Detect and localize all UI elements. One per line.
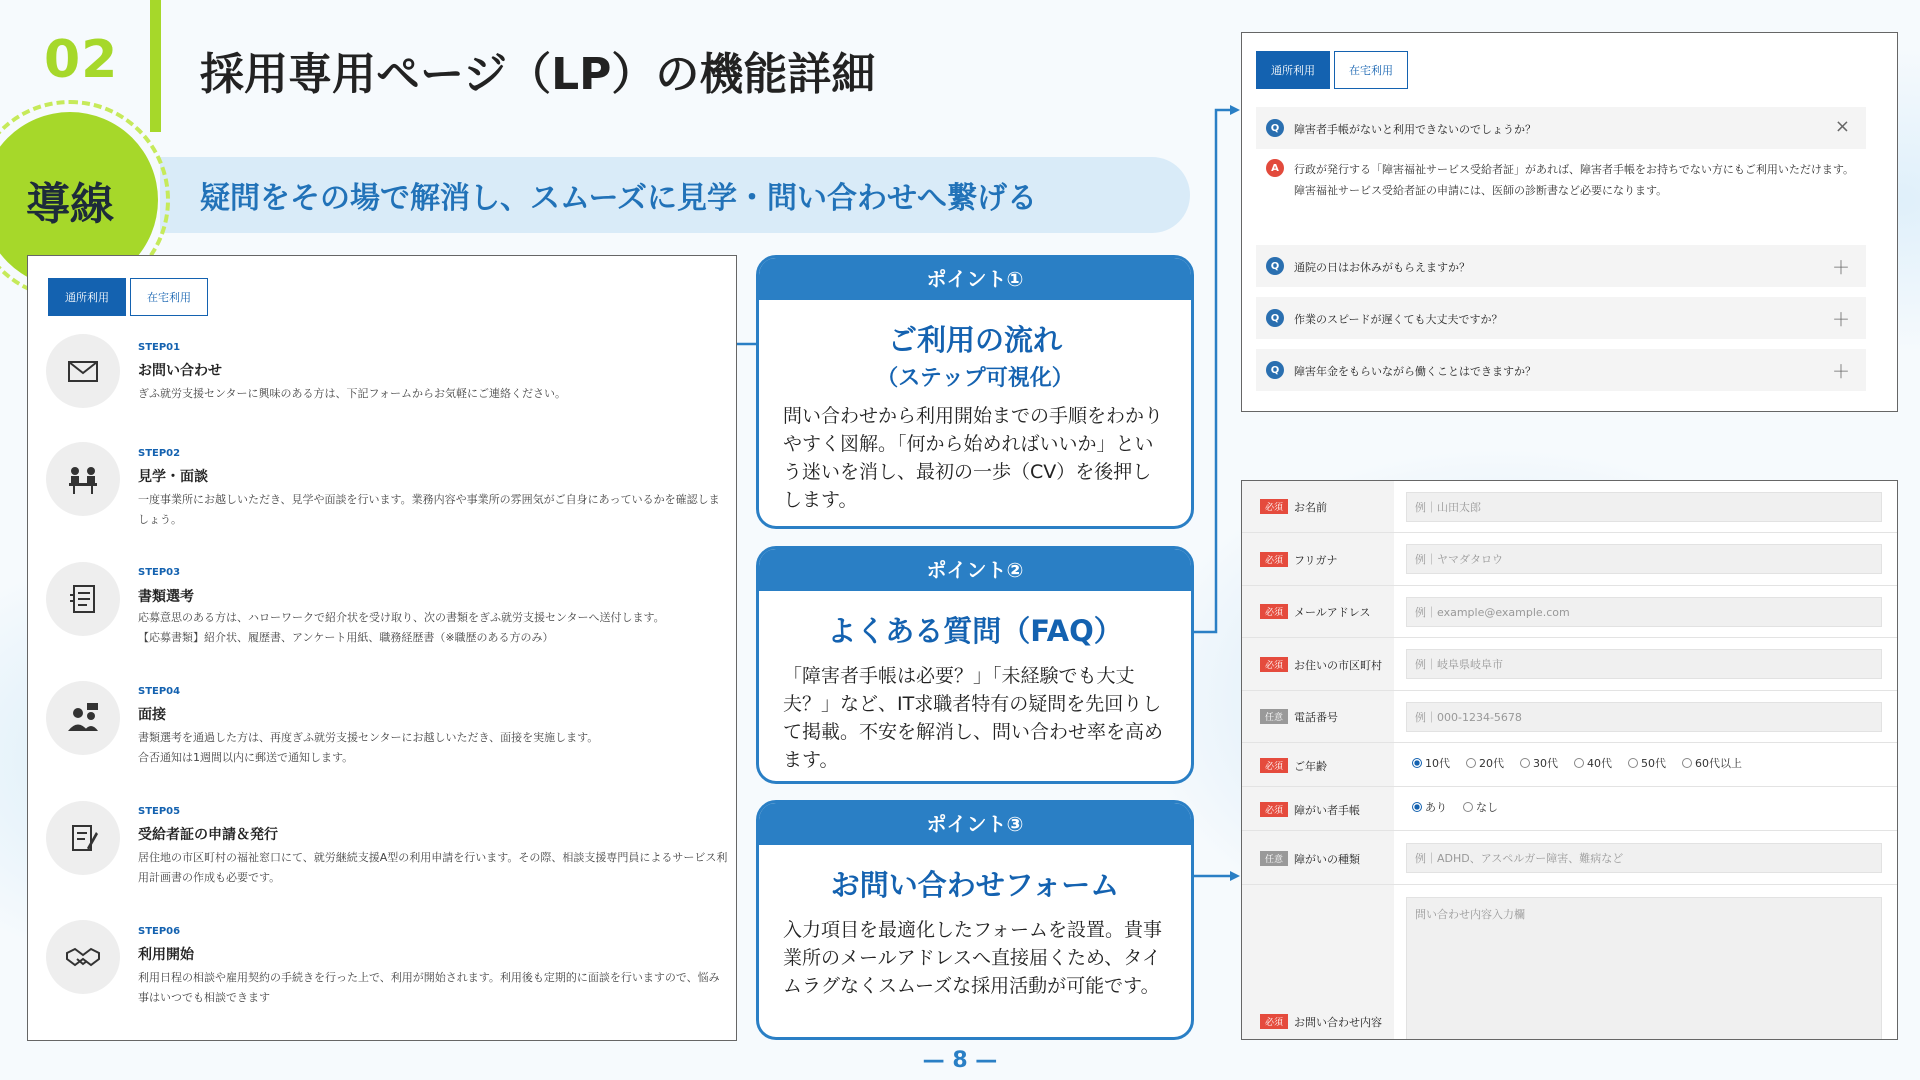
field-label: 障がいの種類	[1294, 853, 1360, 866]
form-row-card	[1242, 787, 1898, 831]
step-title: 見学・面談	[138, 469, 208, 485]
page-number: 02	[44, 30, 119, 90]
point-label: ポイント③	[759, 803, 1191, 845]
phone-field[interactable]: 例｜000-1234-5678	[1406, 702, 1882, 732]
optional-badge: 任意	[1260, 709, 1288, 724]
step-title: 書類選考	[138, 589, 194, 605]
furigana-field[interactable]: 例｜ヤマダタロウ	[1406, 544, 1882, 574]
radio-icon	[1628, 758, 1638, 768]
step-description: ぎふ就労支援センターに興味のある方は、下記フォームからお気軽にご連絡ください。	[138, 387, 567, 400]
plus-icon[interactable]: ＋	[1832, 310, 1850, 331]
card-option[interactable]: なし	[1463, 799, 1498, 815]
step-number: STEP02	[138, 448, 181, 459]
step-description: 一度事業所にお越しいただき、見学や面談を行います。業務内容や事業所の雰囲気がご自身にあっているかを確認しましょう。	[138, 493, 720, 526]
step-number: STEP01	[138, 342, 181, 353]
point-card-1	[756, 255, 1194, 529]
tab-zaitaku[interactable]: 在宅利用	[130, 278, 208, 316]
faq-question: 障害年金をもらいながら働くことはできますか？	[1294, 365, 1536, 378]
faq-answer-line: 行政が発行する「障害福祉サービス受給者証」があれば、障害者手帳をお持ちでない方にもご利用いただけます。	[1294, 163, 1855, 176]
form-row-inquiry	[1242, 885, 1898, 1040]
interview-icon	[46, 681, 120, 755]
card-option[interactable]: あり	[1412, 799, 1447, 815]
step-title: 面接	[138, 707, 166, 723]
plus-icon[interactable]: ＋	[1832, 362, 1850, 383]
faq-answer-line: 障害福祉サービス受給者証の申請には、医師の診断書など必要になります。	[1294, 184, 1668, 197]
disability-type-field[interactable]: 例｜ADHD、アスペルガー障害、難病など	[1406, 843, 1882, 873]
step-number: STEP04	[138, 686, 181, 697]
faq-screenshot-panel	[1241, 32, 1898, 412]
step-description: 書類選考を通過した方は、再度ぎふ就労支援センターにお越しいただき、面接を実施します。 合否通知は1週間以内に郵送で通知します。	[138, 731, 599, 764]
point-title: よくある質問（FAQ）	[827, 614, 1123, 648]
required-badge: 必須	[1260, 1014, 1288, 1029]
age-option[interactable]: 50代	[1628, 755, 1666, 771]
form-row-furigana	[1242, 533, 1898, 586]
step-title: 利用開始	[138, 947, 194, 963]
required-badge: 必須	[1260, 552, 1288, 567]
step-title: お問い合わせ	[138, 363, 222, 379]
page-title: 採用専用ページ（LP）の機能詳細	[200, 49, 876, 100]
section-tag: 導線	[0, 112, 158, 288]
document-icon	[46, 562, 120, 636]
form-row-age	[1242, 743, 1898, 787]
form-row-email	[1242, 586, 1898, 638]
card-radio-group	[1412, 799, 1498, 815]
field-label: フリガナ	[1294, 554, 1338, 567]
field-label: お問い合わせ内容	[1294, 1016, 1382, 1029]
field-label: お名前	[1294, 501, 1327, 514]
tab-tsusho[interactable]: 通所利用	[48, 278, 126, 316]
step-description: 利用日程の相談や雇用契約の手続きを行った上で、利用が開始されます。利用後も定期的に面談を行いますので、悩み事はいつでも相談できます	[138, 971, 720, 1004]
radio-icon	[1463, 802, 1473, 812]
step-title: 受給者証の申請＆発行	[138, 827, 278, 843]
point-title: お問い合わせフォーム	[830, 868, 1120, 902]
form-screenshot-panel	[1241, 480, 1898, 1040]
point-card-3	[756, 800, 1194, 1040]
meeting-icon	[46, 442, 120, 516]
faq-question: 障害者手帳がないと利用できないのでしょうか？	[1294, 123, 1536, 136]
handshake-icon	[46, 920, 120, 994]
question-icon: Q	[1266, 361, 1284, 379]
age-option[interactable]: 60代以上	[1682, 755, 1742, 771]
email-field[interactable]: 例｜example@example.com	[1406, 597, 1882, 627]
required-badge: 必須	[1260, 657, 1288, 672]
point-label: ポイント①	[759, 258, 1191, 300]
age-option[interactable]: 40代	[1574, 755, 1612, 771]
question-icon: Q	[1266, 257, 1284, 275]
radio-icon	[1466, 758, 1476, 768]
point-description: 入力項目を最適化したフォームを設置。貴事業所のメールアドレスへ直接届くため、タイムラグなくスムーズな採用活動が可能です。	[783, 919, 1163, 997]
field-label: 障がい者手帳	[1294, 804, 1360, 817]
point-title: ご利用の流れ	[887, 323, 1062, 357]
tab-zaitaku[interactable]: 在宅利用	[1334, 51, 1408, 89]
age-option[interactable]: 30代	[1520, 755, 1558, 771]
form-row-phone	[1242, 691, 1898, 743]
subtitle-banner: 疑問をその場で解消し、スムーズに見学・問い合わせへ繋げる	[160, 157, 1190, 233]
step-description: 応募意思のある方は、ハローワークで紹介状を受け取り、次の書類をぎふ就労支援センターへ送付します。 【応募書類】紹介状、履歴書、アンケート用紙、職務経歴書（※職歴のある方のみ）	[138, 611, 665, 644]
question-icon: Q	[1266, 309, 1284, 327]
required-badge: 必須	[1260, 604, 1288, 619]
faq-answer	[1294, 159, 1854, 201]
question-icon: Q	[1266, 119, 1284, 137]
mail-icon	[46, 334, 120, 408]
form-row-type	[1242, 831, 1898, 885]
plus-icon[interactable]: ＋	[1832, 258, 1850, 279]
tab-tsusho[interactable]: 通所利用	[1256, 51, 1330, 89]
required-badge: 必須	[1260, 802, 1288, 817]
city-field[interactable]: 例｜岐阜県岐阜市	[1406, 649, 1882, 679]
certificate-icon	[46, 801, 120, 875]
faq-question: 通院の日はお休みがもらえますか？	[1294, 261, 1470, 274]
step-description: 居住地の市区町村の福祉窓口にて、就労継続支援A型の利用申請を行います。その際、相談支援専門員によるサービス利用計画書の作成も必要です。	[138, 851, 728, 884]
field-label: ご年齢	[1294, 760, 1327, 773]
point-description: 問い合わせから利用開始までの手順をわかりやすく図解。「何から始めればいいか」という迷いを消し、最初の一歩（CV）を後押しします。	[783, 405, 1164, 511]
answer-icon: A	[1266, 159, 1284, 177]
name-field[interactable]: 例｜山田太郎	[1406, 492, 1882, 522]
optional-badge: 任意	[1260, 851, 1288, 866]
step-number: STEP06	[138, 926, 181, 937]
faq-item-open[interactable]	[1256, 107, 1866, 149]
age-option[interactable]: 10代	[1412, 755, 1450, 771]
radio-selected-icon	[1412, 802, 1422, 812]
point-label: ポイント②	[759, 549, 1191, 591]
point-subtitle: （ステップ可視化）	[876, 366, 1074, 391]
faq-item[interactable]	[1256, 297, 1866, 339]
age-option[interactable]: 20代	[1466, 755, 1504, 771]
form-row-name	[1242, 481, 1898, 533]
page-footer: — 8 —	[922, 1048, 998, 1073]
radio-icon	[1574, 758, 1584, 768]
faq-item[interactable]	[1256, 245, 1866, 287]
age-radio-group	[1412, 755, 1742, 771]
form-row-city	[1242, 638, 1898, 691]
step-number: STEP05	[138, 806, 181, 817]
point-description: 「障害者手帳は必要？」「未経験でも大丈夫？」など、IT求職者特有の疑問を先回りして掲載。不安を解消し、問い合わせ率を高めます。	[783, 665, 1164, 771]
field-label: 電話番号	[1294, 711, 1338, 724]
radio-icon	[1520, 758, 1530, 768]
required-badge: 必須	[1260, 758, 1288, 773]
close-icon[interactable]: ×	[1834, 116, 1850, 137]
field-label: お住いの市区町村	[1294, 659, 1382, 672]
field-label: メールアドレス	[1294, 606, 1371, 619]
steps-screenshot-panel	[27, 255, 737, 1041]
step-number: STEP03	[138, 567, 181, 578]
faq-question: 作業のスピードが遅くても大丈夫ですか？	[1294, 313, 1503, 326]
inquiry-textarea[interactable]: 問い合わせ内容入力欄	[1406, 897, 1882, 1040]
radio-icon	[1682, 758, 1692, 768]
radio-selected-icon	[1412, 758, 1422, 768]
point-card-2	[756, 546, 1194, 784]
faq-item[interactable]	[1256, 349, 1866, 391]
required-badge: 必須	[1260, 499, 1288, 514]
